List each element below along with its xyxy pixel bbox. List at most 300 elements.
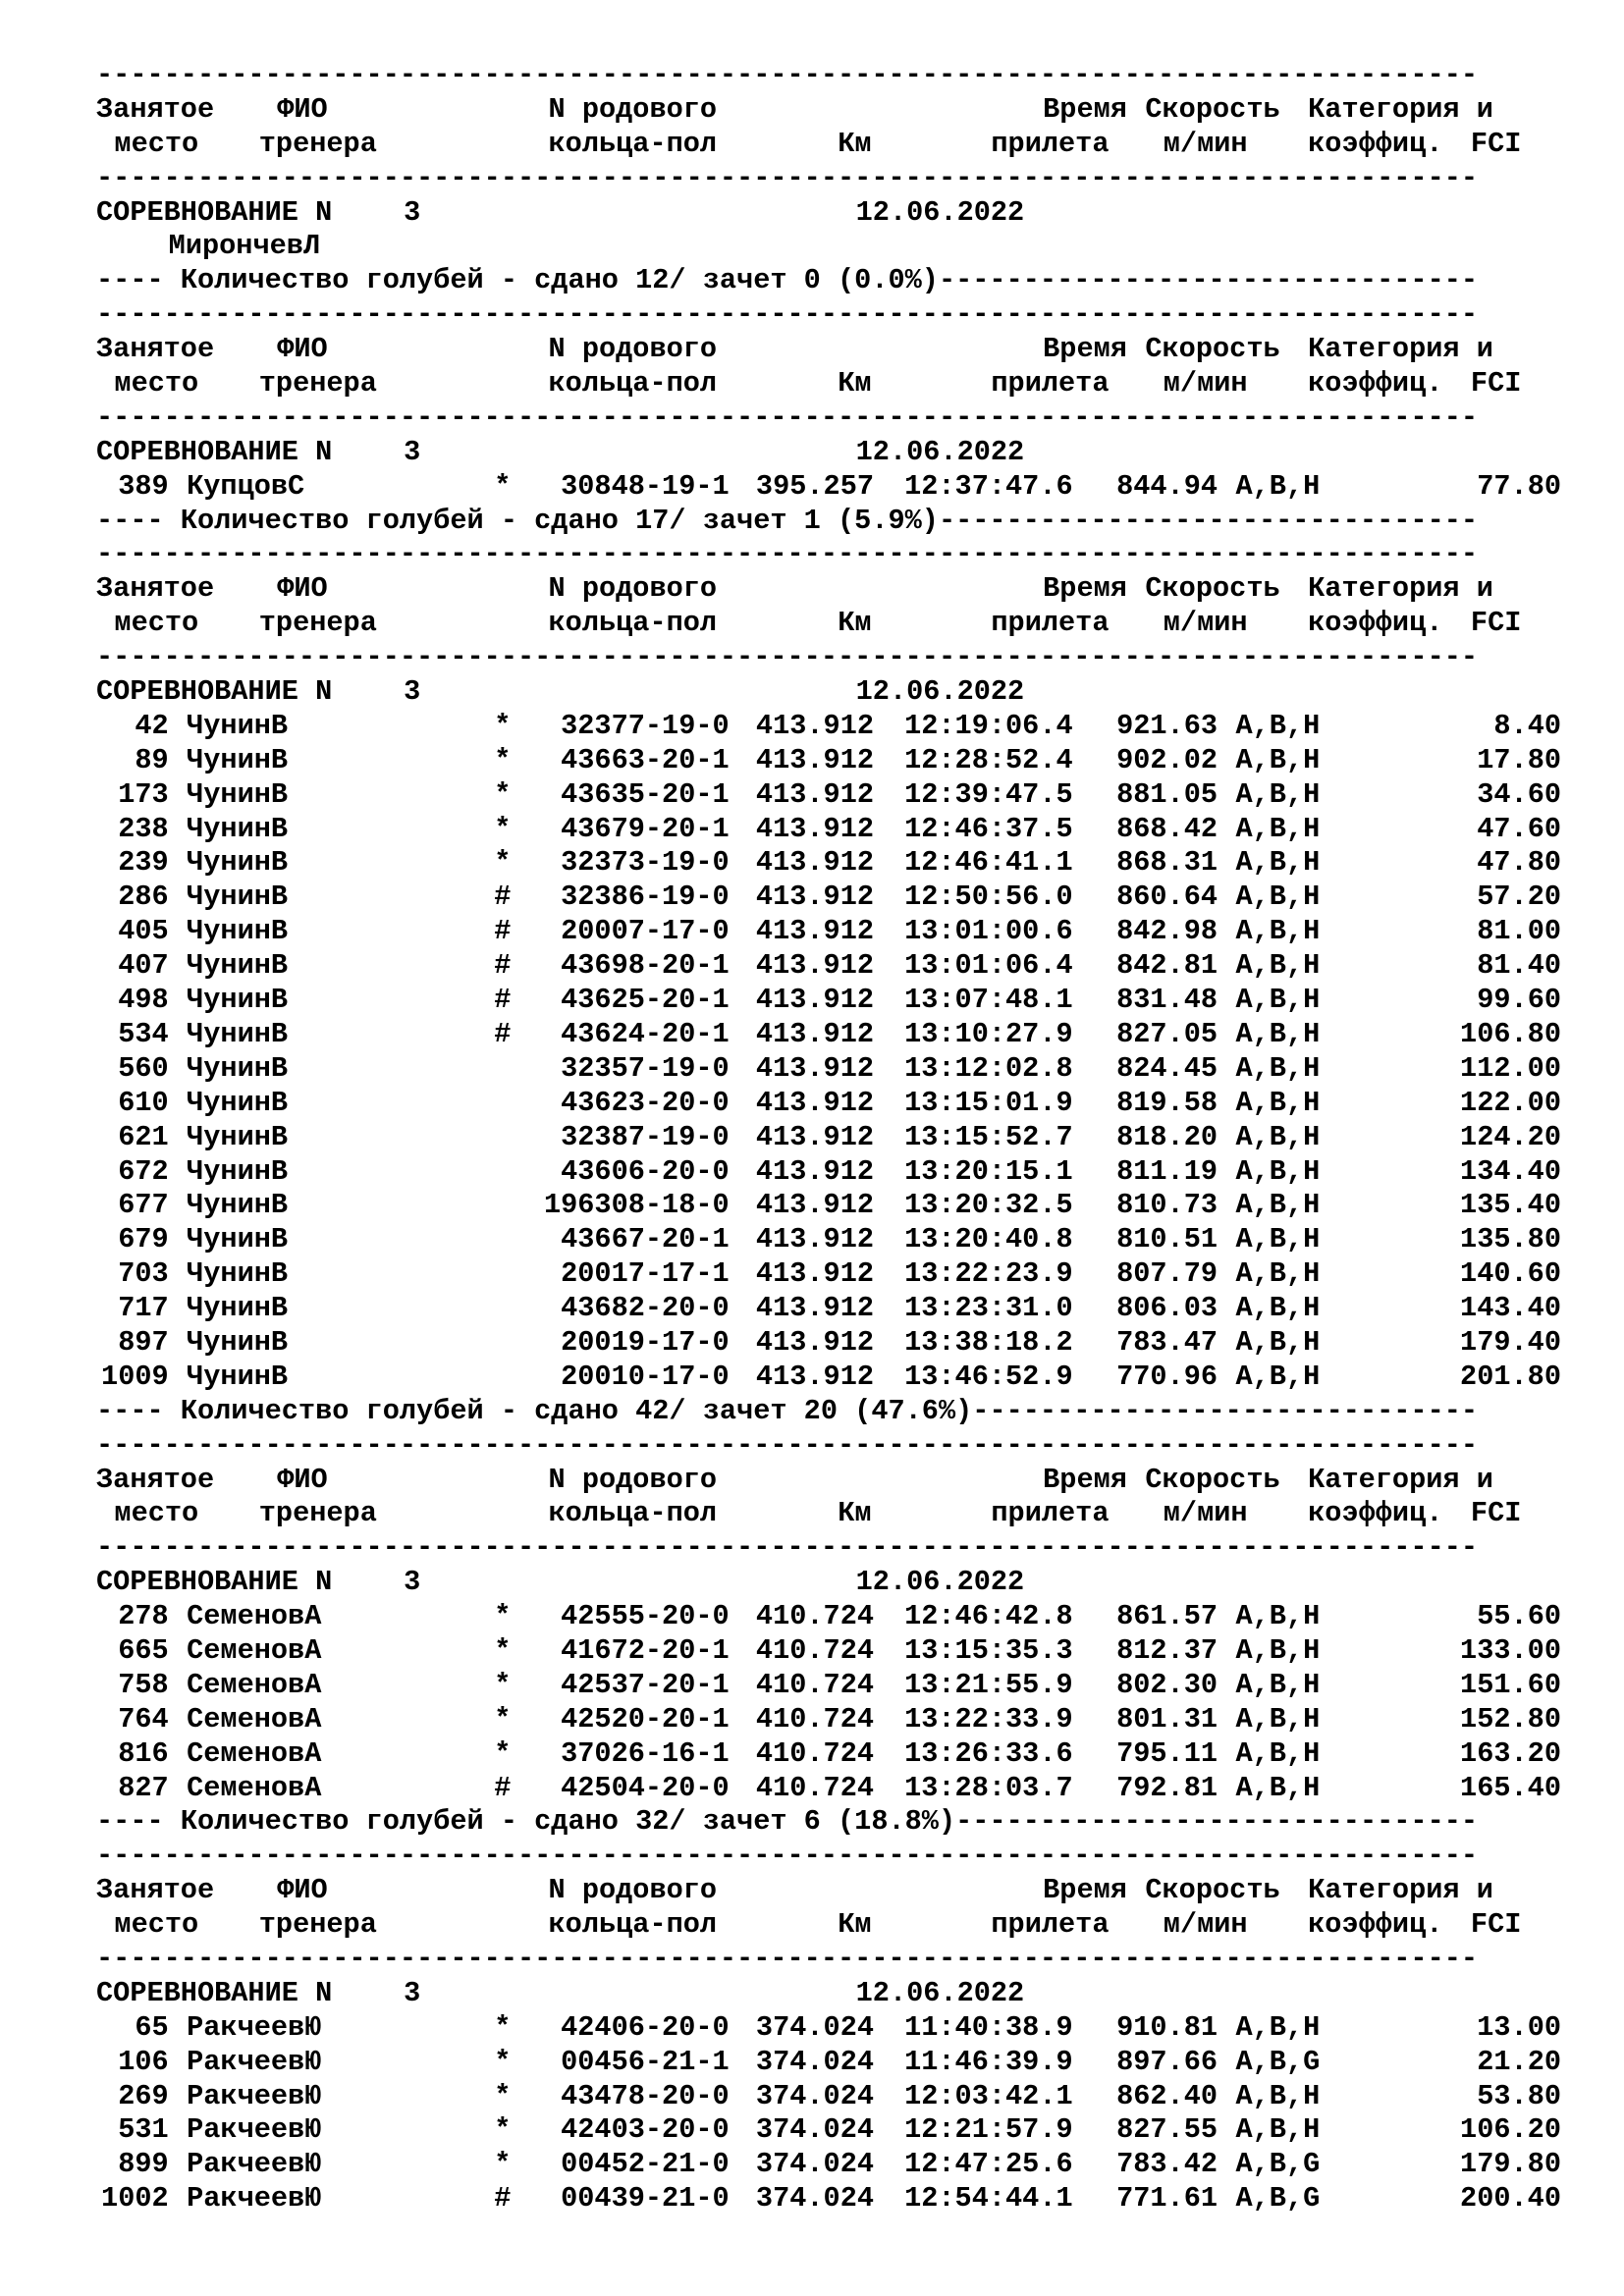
cell-mark: * xyxy=(494,1633,512,1667)
cell-category: A,B,H xyxy=(1235,949,1321,983)
cell-mark: * xyxy=(494,2010,512,2044)
cell-time: 12:39:47.5 xyxy=(904,777,1073,811)
cell-place: 106 xyxy=(118,2045,169,2078)
cell-km: 413.912 xyxy=(755,1120,875,1153)
cell-speed: 910.81 xyxy=(1116,2010,1218,2044)
cell-speed: 861.57 xyxy=(1116,1600,1218,1633)
cell-category: A,B,H xyxy=(1235,1360,1321,1393)
cell-mark: # xyxy=(494,1771,512,1804)
competition-label: СОРЕВНОВАНИЕ N xyxy=(96,435,333,468)
cell-name: ЧунинВ xyxy=(187,1154,289,1188)
col-time-header: прилета xyxy=(991,1497,1110,1530)
cell-place: 672 xyxy=(118,1154,169,1188)
cell-ring: 00452-21-0 xyxy=(561,2148,730,2181)
cell-place: 899 xyxy=(118,2148,169,2181)
cell-km: 395.257 xyxy=(755,469,875,503)
col-name-header: тренера xyxy=(258,607,377,640)
cell-name: РакчеевЮ xyxy=(187,2182,322,2216)
cell-ring: 43682-20-0 xyxy=(561,1292,730,1325)
cell-ring: 37026-16-1 xyxy=(561,1736,730,1770)
col-name-header: тренера xyxy=(258,1908,377,1942)
table-row xyxy=(96,470,1589,505)
cell-name: ЧунинВ xyxy=(187,709,289,742)
cell-place: 278 xyxy=(118,1600,169,1633)
cell-place: 677 xyxy=(118,1189,169,1222)
separator-rule: ---------------------------------------------------------------------------------- xyxy=(96,59,1479,91)
cell-km: 413.912 xyxy=(755,1017,875,1050)
cell-category: A,B,H xyxy=(1235,812,1321,845)
cell-mark: # xyxy=(494,949,512,983)
cell-name: ЧунинВ xyxy=(187,846,289,880)
col-time-header: Время xyxy=(1043,1463,1127,1496)
cell-fci: 134.40 xyxy=(1460,1154,1562,1188)
cell-fci: 106.20 xyxy=(1460,2113,1562,2147)
col-category-header: Категория и xyxy=(1308,92,1493,126)
cell-name: ЧунинВ xyxy=(187,1360,289,1393)
cell-time: 13:01:00.6 xyxy=(904,915,1073,948)
cell-fci: 81.40 xyxy=(1477,949,1562,983)
table-row xyxy=(96,1361,1589,1395)
cell-speed: 897.66 xyxy=(1116,2045,1218,2078)
table-header-row2 xyxy=(96,1908,1589,1943)
cell-mark: * xyxy=(494,469,512,503)
cell-ring: 42520-20-1 xyxy=(561,1702,730,1735)
cell-name: РакчеевЮ xyxy=(187,2010,322,2044)
cell-fci: 200.40 xyxy=(1460,2182,1562,2216)
cell-km: 413.912 xyxy=(755,709,875,742)
cell-fci: 47.60 xyxy=(1477,812,1562,845)
summary-fill: ------------------------------- xyxy=(955,1805,1479,1839)
cell-time: 13:20:15.1 xyxy=(904,1154,1073,1188)
table-row xyxy=(96,2148,1589,2182)
cell-place: 827 xyxy=(118,1771,169,1804)
table-row xyxy=(96,710,1589,744)
cell-category: A,B,H xyxy=(1235,709,1321,742)
col-km-header: Км xyxy=(838,1497,872,1530)
cell-mark: # xyxy=(494,1017,512,1050)
cell-km: 374.024 xyxy=(755,2182,875,2216)
cell-fci: 53.80 xyxy=(1477,2079,1562,2112)
cell-place: 531 xyxy=(118,2113,169,2147)
col-place-header: Занятое xyxy=(96,572,215,606)
col-category-header: коэффиц. xyxy=(1308,1497,1443,1530)
cell-fci: 99.60 xyxy=(1477,984,1562,1017)
summary-fill: -------------------------------- xyxy=(938,264,1479,297)
table-row xyxy=(96,1121,1589,1155)
separator-rule: ---------------------------------------------------------------------------------- xyxy=(96,1942,1479,1975)
cell-time: 13:10:27.9 xyxy=(904,1017,1073,1050)
col-ring-header: кольца-пол xyxy=(548,1497,718,1530)
cell-mark: * xyxy=(494,743,512,776)
cell-mark: * xyxy=(494,709,512,742)
cell-time: 13:07:48.1 xyxy=(904,984,1073,1017)
cell-place: 560 xyxy=(118,1051,169,1085)
summary-line xyxy=(96,264,1589,298)
cell-category: A,B,H xyxy=(1235,1736,1321,1770)
table-row xyxy=(96,744,1589,778)
cell-time: 12:46:42.8 xyxy=(904,1600,1073,1633)
cell-mark: * xyxy=(494,1600,512,1633)
table-header-row2 xyxy=(96,607,1589,641)
cell-place: 764 xyxy=(118,1702,169,1735)
cell-speed: 810.73 xyxy=(1116,1189,1218,1222)
cell-fci: 140.60 xyxy=(1460,1257,1562,1291)
cell-speed: 868.31 xyxy=(1116,846,1218,880)
cell-ring: 196308-18-0 xyxy=(543,1189,730,1222)
cell-place: 239 xyxy=(118,846,169,880)
table-row xyxy=(96,984,1589,1018)
cell-time: 12:03:42.1 xyxy=(904,2079,1073,2112)
cell-ring: 32357-19-0 xyxy=(561,1051,730,1085)
cell-km: 413.912 xyxy=(755,1292,875,1325)
cell-ring: 32387-19-0 xyxy=(561,1120,730,1153)
cell-mark: * xyxy=(494,2079,512,2112)
cell-speed: 783.42 xyxy=(1116,2148,1218,2181)
cell-category: A,B,G xyxy=(1235,2045,1321,2078)
cell-fci: 133.00 xyxy=(1460,1633,1562,1667)
cell-name: ЧунинВ xyxy=(187,915,289,948)
separator-rule: ---------------------------------------------------------------------------------- xyxy=(96,161,1479,194)
col-ring-header: N родового xyxy=(548,572,718,606)
col-fci-header: FCI xyxy=(1470,127,1522,160)
cell-speed: 792.81 xyxy=(1116,1771,1218,1804)
cell-speed: 771.61 xyxy=(1116,2182,1218,2216)
cell-speed: 862.40 xyxy=(1116,2079,1218,2112)
table-header-row2 xyxy=(96,128,1589,162)
cell-place: 286 xyxy=(118,881,169,914)
cell-fci: 152.80 xyxy=(1460,1702,1562,1735)
cell-mark: * xyxy=(494,2045,512,2078)
cell-place: 65 xyxy=(135,2010,169,2044)
cell-mark: # xyxy=(494,881,512,914)
cell-place: 816 xyxy=(118,1736,169,1770)
col-speed-header: Скорость xyxy=(1145,572,1280,606)
cell-category: A,B,H xyxy=(1235,1223,1321,1256)
table-header-row1 xyxy=(96,1464,1589,1498)
table-row xyxy=(96,1052,1589,1087)
cell-category: A,B,H xyxy=(1235,1325,1321,1359)
cell-km: 410.724 xyxy=(755,1668,875,1701)
table-row xyxy=(96,1223,1589,1257)
cell-name: ЧунинВ xyxy=(187,984,289,1017)
cell-speed: 812.37 xyxy=(1116,1633,1218,1667)
cell-fci: 143.40 xyxy=(1460,1292,1562,1325)
col-speed-header: Скорость xyxy=(1145,1463,1280,1496)
cell-mark: * xyxy=(494,812,512,845)
table-row xyxy=(96,949,1589,984)
cell-fci: 8.40 xyxy=(1493,709,1562,742)
table-row xyxy=(96,2182,1589,2216)
cell-ring: 42504-20-0 xyxy=(561,1771,730,1804)
cell-place: 534 xyxy=(118,1017,169,1050)
col-category-header: коэффиц. xyxy=(1308,127,1443,160)
col-km-header: Км xyxy=(838,127,872,160)
cell-mark: * xyxy=(494,1702,512,1735)
cell-time: 13:28:03.7 xyxy=(904,1771,1073,1804)
cell-ring: 20017-17-1 xyxy=(561,1257,730,1291)
cell-fci: 163.20 xyxy=(1460,1736,1562,1770)
separator-rule: ---------------------------------------------------------------------------------- xyxy=(96,298,1479,332)
cell-km: 374.024 xyxy=(755,2010,875,2044)
col-category-header: коэффиц. xyxy=(1308,607,1443,640)
cell-name: КупцовС xyxy=(187,469,305,503)
cell-place: 679 xyxy=(118,1223,169,1256)
cell-time: 13:23:31.0 xyxy=(904,1292,1073,1325)
cell-speed: 824.45 xyxy=(1116,1051,1218,1085)
cell-km: 413.912 xyxy=(755,1086,875,1119)
table-row xyxy=(96,1600,1589,1634)
cell-km: 413.912 xyxy=(755,1051,875,1085)
col-name-header: ФИО xyxy=(277,1874,328,1907)
cell-speed: 795.11 xyxy=(1116,1736,1218,1770)
cell-name: СеменовА xyxy=(187,1736,322,1770)
table-row xyxy=(96,915,1589,949)
cell-place: 173 xyxy=(118,777,169,811)
cell-place: 269 xyxy=(118,2079,169,2112)
cell-km: 413.912 xyxy=(755,915,875,948)
cell-km: 413.912 xyxy=(755,1257,875,1291)
cell-ring: 43698-20-1 xyxy=(561,949,730,983)
cell-speed: 770.96 xyxy=(1116,1360,1218,1393)
col-ring-header: кольца-пол xyxy=(548,1908,718,1942)
cell-ring: 43663-20-1 xyxy=(561,743,730,776)
competition-date: 12.06.2022 xyxy=(855,435,1025,468)
table-header-row1 xyxy=(96,333,1589,367)
cell-ring: 42406-20-0 xyxy=(561,2010,730,2044)
cell-fci: 112.00 xyxy=(1460,1051,1562,1085)
col-place-header: место xyxy=(114,127,199,160)
cell-place: 389 xyxy=(118,469,169,503)
competition-line xyxy=(96,436,1589,470)
cell-fci: 55.60 xyxy=(1477,1600,1562,1633)
competition-date: 12.06.2022 xyxy=(855,1976,1025,2009)
competition-line xyxy=(96,1566,1589,1600)
col-time-header: Время xyxy=(1043,572,1127,606)
cell-speed: 807.79 xyxy=(1116,1257,1218,1291)
cell-place: 1002 xyxy=(101,2182,169,2216)
cell-category: A,B,H xyxy=(1235,984,1321,1017)
cell-category: A,B,G xyxy=(1235,2148,1321,2181)
summary-text: ---- Количество голубей - сдано 17/ зачет 1 (5.9%) xyxy=(96,504,939,537)
col-fci-header: FCI xyxy=(1470,1497,1522,1530)
col-time-header: Время xyxy=(1043,92,1127,126)
col-km-header: Км xyxy=(838,367,872,400)
cell-name: РакчеевЮ xyxy=(187,2045,322,2078)
table-row xyxy=(96,846,1589,881)
summary-text: ---- Количество голубей - сдано 42/ зачет 20 (47.6%) xyxy=(96,1394,973,1427)
table-row xyxy=(96,1189,1589,1223)
col-name-header: ФИО xyxy=(277,572,328,606)
competition-date: 12.06.2022 xyxy=(855,195,1025,229)
col-fci-header: FCI xyxy=(1470,607,1522,640)
cell-category: A,B,H xyxy=(1235,1702,1321,1735)
col-speed-header: Скорость xyxy=(1145,333,1280,366)
cell-place: 897 xyxy=(118,1325,169,1359)
table-row xyxy=(96,1087,1589,1121)
cell-category: A,B,H xyxy=(1235,1051,1321,1085)
cell-speed: 801.31 xyxy=(1116,1702,1218,1735)
cell-ring: 43606-20-0 xyxy=(561,1154,730,1188)
cell-place: 610 xyxy=(118,1086,169,1119)
cell-category: A,B,H xyxy=(1235,846,1321,880)
cell-speed: 860.64 xyxy=(1116,881,1218,914)
cell-speed: 810.51 xyxy=(1116,1223,1218,1256)
cell-fci: 179.40 xyxy=(1460,1325,1562,1359)
cell-speed: 881.05 xyxy=(1116,777,1218,811)
cell-category: A,B,H xyxy=(1235,1292,1321,1325)
table-row xyxy=(96,813,1589,847)
cell-name: РакчеевЮ xyxy=(187,2079,322,2112)
table-row xyxy=(96,1257,1589,1292)
summary-line xyxy=(96,1395,1589,1429)
cell-place: 665 xyxy=(118,1633,169,1667)
col-ring-header: N родового xyxy=(548,1874,718,1907)
cell-km: 410.724 xyxy=(755,1771,875,1804)
cell-km: 413.912 xyxy=(755,1154,875,1188)
cell-speed: 902.02 xyxy=(1116,743,1218,776)
cell-name: СеменовА xyxy=(187,1633,322,1667)
cell-mark: * xyxy=(494,2113,512,2147)
cell-speed: 831.48 xyxy=(1116,984,1218,1017)
cell-km: 410.724 xyxy=(755,1633,875,1667)
separator-rule: ---------------------------------------------------------------------------------- xyxy=(96,1531,1479,1565)
cell-mark: * xyxy=(494,846,512,880)
col-place-header: Занятое xyxy=(96,333,215,366)
competition-label: СОРЕВНОВАНИЕ N xyxy=(96,195,333,229)
table-row xyxy=(96,1634,1589,1669)
competition-number: 3 xyxy=(404,195,421,229)
cell-name: ЧунинВ xyxy=(187,743,289,776)
cell-speed: 842.98 xyxy=(1116,915,1218,948)
cell-name: ЧунинВ xyxy=(187,812,289,845)
separator-rule: ---------------------------------------------------------------------------------- xyxy=(96,1428,1479,1462)
col-fci-header: FCI xyxy=(1470,1908,1522,1942)
cell-category: A,B,G xyxy=(1235,2182,1321,2216)
table-row xyxy=(96,1155,1589,1190)
cell-category: A,B,H xyxy=(1235,1633,1321,1667)
cell-name: ЧунинВ xyxy=(187,881,289,914)
cell-place: 703 xyxy=(118,1257,169,1291)
cell-ring: 43667-20-1 xyxy=(561,1223,730,1256)
cell-time: 12:21:57.9 xyxy=(904,2113,1073,2147)
table-row xyxy=(96,1737,1589,1772)
table-row xyxy=(96,1703,1589,1737)
cell-fci: 106.80 xyxy=(1460,1017,1562,1050)
cell-fci: 124.20 xyxy=(1460,1120,1562,1153)
cell-fci: 151.60 xyxy=(1460,1668,1562,1701)
cell-speed: 818.20 xyxy=(1116,1120,1218,1153)
cell-speed: 811.19 xyxy=(1116,1154,1218,1188)
cell-km: 413.912 xyxy=(755,1360,875,1393)
cell-time: 13:20:32.5 xyxy=(904,1189,1073,1222)
col-time-header: прилета xyxy=(991,607,1110,640)
cell-category: A,B,H xyxy=(1235,2010,1321,2044)
cell-speed: 868.42 xyxy=(1116,812,1218,845)
cell-ring: 43624-20-1 xyxy=(561,1017,730,1050)
table-row xyxy=(96,2113,1589,2148)
table-row xyxy=(96,2011,1589,2046)
col-speed-header: Скорость xyxy=(1145,92,1280,126)
cell-ring: 42537-20-1 xyxy=(561,1668,730,1701)
cell-mark: * xyxy=(494,1668,512,1701)
cell-name: ЧунинВ xyxy=(187,1223,289,1256)
cell-mark: # xyxy=(494,984,512,1017)
cell-fci: 77.80 xyxy=(1477,469,1562,503)
col-ring-header: N родового xyxy=(548,92,718,126)
col-ring-header: N родового xyxy=(548,333,718,366)
cell-km: 413.912 xyxy=(755,777,875,811)
cell-km: 413.912 xyxy=(755,846,875,880)
cell-time: 13:22:33.9 xyxy=(904,1702,1073,1735)
col-ring-header: кольца-пол xyxy=(548,367,718,400)
table-header-row2 xyxy=(96,367,1589,401)
col-place-header: место xyxy=(114,607,199,640)
table-row xyxy=(96,881,1589,915)
cell-place: 1009 xyxy=(101,1360,169,1393)
competition-number: 3 xyxy=(404,1976,421,2009)
col-speed-header: м/мин xyxy=(1163,127,1248,160)
cell-time: 13:12:02.8 xyxy=(904,1051,1073,1085)
separator-rule: ---------------------------------------------------------------------------------- xyxy=(96,641,1479,674)
cell-category: A,B,H xyxy=(1235,2113,1321,2147)
cell-time: 12:54:44.1 xyxy=(904,2182,1073,2216)
cell-mark: # xyxy=(494,2182,512,2216)
cell-speed: 827.55 xyxy=(1116,2113,1218,2147)
cell-ring: 20019-17-0 xyxy=(561,1325,730,1359)
cell-ring: 43478-20-0 xyxy=(561,2079,730,2112)
col-time-header: Время xyxy=(1043,333,1127,366)
cell-category: A,B,H xyxy=(1235,1154,1321,1188)
summary-fill: ------------------------------ xyxy=(972,1394,1479,1427)
cell-place: 89 xyxy=(135,743,169,776)
cell-time: 12:46:37.5 xyxy=(904,812,1073,845)
competition-number: 3 xyxy=(404,675,421,709)
cell-name: ЧунинВ xyxy=(187,1189,289,1222)
cell-name: РакчеевЮ xyxy=(187,2148,322,2181)
cell-speed: 842.81 xyxy=(1116,949,1218,983)
cell-ring: 43625-20-1 xyxy=(561,984,730,1017)
col-time-header: прилета xyxy=(991,127,1110,160)
cell-fci: 201.80 xyxy=(1460,1360,1562,1393)
col-km-header: Км xyxy=(838,607,872,640)
col-time-header: Время xyxy=(1043,1874,1127,1907)
col-name-header: тренера xyxy=(258,127,377,160)
col-ring-header: кольца-пол xyxy=(548,607,718,640)
cell-time: 12:28:52.4 xyxy=(904,743,1073,776)
cell-place: 405 xyxy=(118,915,169,948)
summary-line xyxy=(96,1805,1589,1840)
cell-place: 238 xyxy=(118,812,169,845)
cell-category: A,B,H xyxy=(1235,1257,1321,1291)
separator-rule: ---------------------------------------------------------------------------------- xyxy=(96,538,1479,571)
col-speed-header: м/мин xyxy=(1163,1497,1248,1530)
cell-time: 12:37:47.6 xyxy=(904,469,1073,503)
cell-km: 374.024 xyxy=(755,2148,875,2181)
separator-rule: ---------------------------------------------------------------------------------- xyxy=(96,400,1479,434)
cell-fci: 34.60 xyxy=(1477,777,1562,811)
cell-place: 498 xyxy=(118,984,169,1017)
col-place-header: Занятое xyxy=(96,92,215,126)
cell-km: 413.912 xyxy=(755,743,875,776)
table-row xyxy=(96,2046,1589,2080)
cell-fci: 135.40 xyxy=(1460,1189,1562,1222)
cell-fci: 81.00 xyxy=(1477,915,1562,948)
cell-ring: 42403-20-0 xyxy=(561,2113,730,2147)
col-place-header: Занятое xyxy=(96,1463,215,1496)
cell-time: 13:46:52.9 xyxy=(904,1360,1073,1393)
cell-time: 13:15:01.9 xyxy=(904,1086,1073,1119)
competition-number: 3 xyxy=(404,1566,421,1599)
